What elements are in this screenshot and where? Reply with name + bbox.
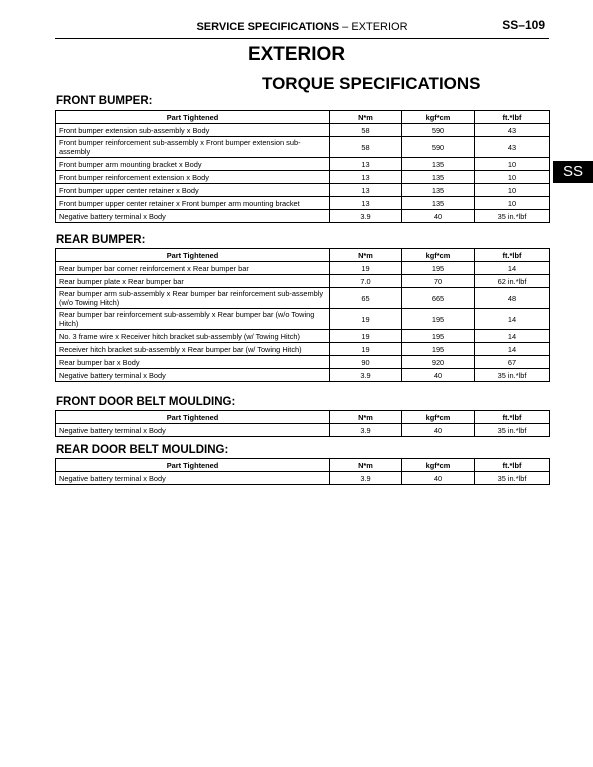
column-header: kgf*cm — [402, 459, 475, 472]
column-header: kgf*cm — [402, 249, 475, 262]
part-cell: Front bumper reinforcement extension x Body — [56, 171, 330, 184]
front-door-belt-moulding-title: FRONT DOOR BELT MOULDING: — [56, 396, 236, 408]
ftlbf-cell: 35 in.*lbf — [475, 210, 550, 223]
header-title-sub: EXTERIOR — [351, 21, 408, 33]
column-header: Part Tightened — [56, 111, 330, 124]
kgfcm-cell: 135 — [402, 197, 475, 210]
part-cell: Front bumper reinforcement sub-assembly x Front bumper extension sub-assembly — [56, 137, 330, 158]
ftlbf-cell: 14 — [475, 330, 550, 343]
column-header: N*m — [330, 249, 402, 262]
table-row — [56, 356, 550, 369]
nm-cell: 19 — [330, 309, 402, 330]
kgfcm-cell: 195 — [402, 262, 475, 275]
kgfcm-cell: 40 — [402, 369, 475, 382]
ftlbf-cell: 67 — [475, 356, 550, 369]
table-row — [56, 137, 550, 158]
table-header-row — [56, 249, 550, 262]
table-row — [56, 210, 550, 223]
kgfcm-cell: 920 — [402, 356, 475, 369]
table-row — [56, 330, 550, 343]
part-cell: Front bumper upper center retainer x Body — [56, 184, 330, 197]
table-row — [56, 171, 550, 184]
header-title-dash: – — [342, 21, 349, 33]
part-cell: Front bumper arm mounting bracket x Body — [56, 158, 330, 171]
table-header-row — [56, 411, 550, 424]
ftlbf-cell: 10 — [475, 158, 550, 171]
part-cell: Receiver hitch bracket sub-assembly x Rear bumper bar (w/ Towing Hitch) — [56, 343, 330, 356]
rear-door-belt-moulding-table — [55, 458, 550, 485]
column-header: kgf*cm — [402, 411, 475, 424]
ftlbf-cell: 35 in.*lbf — [475, 369, 550, 382]
nm-cell: 3.9 — [330, 210, 402, 223]
column-header: N*m — [330, 111, 402, 124]
ftlbf-cell: 48 — [475, 288, 550, 309]
table-row — [56, 472, 550, 485]
nm-cell: 3.9 — [330, 472, 402, 485]
sub-title: TORQUE SPECIFICATIONS — [262, 74, 481, 93]
column-header: ft.*lbf — [475, 249, 550, 262]
column-header: ft.*lbf — [475, 459, 550, 472]
front-door-belt-moulding-table — [55, 410, 550, 437]
column-header: ft.*lbf — [475, 111, 550, 124]
table-header-row — [56, 111, 550, 124]
part-cell: Rear bumper arm sub-assembly x Rear bumper bar reinforcement sub-assembly (w/o Towing Hitch) — [56, 288, 330, 309]
ftlbf-cell: 35 in.*lbf — [475, 472, 550, 485]
table-row — [56, 197, 550, 210]
nm-cell: 65 — [330, 288, 402, 309]
ftlbf-cell: 43 — [475, 137, 550, 158]
part-cell: Rear bumper bar reinforcement sub-assembly x Rear bumper bar (w/o Towing Hitch) — [56, 309, 330, 330]
table-row — [56, 262, 550, 275]
kgfcm-cell: 590 — [402, 137, 475, 158]
ftlbf-cell: 43 — [475, 124, 550, 137]
column-header: N*m — [330, 459, 402, 472]
kgfcm-cell: 40 — [402, 472, 475, 485]
nm-cell: 3.9 — [330, 424, 402, 437]
nm-cell: 58 — [330, 137, 402, 158]
section-tab: SS — [553, 161, 593, 183]
nm-cell: 58 — [330, 124, 402, 137]
page-number: SS–109 — [502, 18, 545, 32]
page-header — [55, 18, 549, 39]
part-cell: Rear bumper bar corner reinforcement x Rear bumper bar — [56, 262, 330, 275]
nm-cell: 19 — [330, 343, 402, 356]
nm-cell: 19 — [330, 262, 402, 275]
table-row — [56, 124, 550, 137]
front-bumper-title: FRONT BUMPER: — [56, 95, 153, 107]
table-header-row — [56, 459, 550, 472]
part-cell: Negative battery terminal x Body — [56, 369, 330, 382]
kgfcm-cell: 195 — [402, 309, 475, 330]
ftlbf-cell: 10 — [475, 197, 550, 210]
part-cell: Rear bumper bar x Body — [56, 356, 330, 369]
kgfcm-cell: 665 — [402, 288, 475, 309]
nm-cell: 7.0 — [330, 275, 402, 288]
ftlbf-cell: 14 — [475, 309, 550, 330]
kgfcm-cell: 135 — [402, 184, 475, 197]
header-title-main: SERVICE SPECIFICATIONS — [196, 21, 340, 33]
kgfcm-cell: 590 — [402, 124, 475, 137]
kgfcm-cell: 195 — [402, 330, 475, 343]
nm-cell: 19 — [330, 330, 402, 343]
rear-bumper-table — [55, 248, 550, 382]
column-header: kgf*cm — [402, 111, 475, 124]
part-cell: No. 3 frame wire x Receiver hitch bracket sub-assembly (w/ Towing Hitch) — [56, 330, 330, 343]
part-cell: Negative battery terminal x Body — [56, 210, 330, 223]
column-header: Part Tightened — [56, 411, 330, 424]
table-row — [56, 288, 550, 309]
column-header: ft.*lbf — [475, 411, 550, 424]
table-row — [56, 424, 550, 437]
table-row — [56, 343, 550, 356]
table-row — [56, 158, 550, 171]
kgfcm-cell: 40 — [402, 424, 475, 437]
kgfcm-cell: 195 — [402, 343, 475, 356]
part-cell: Negative battery terminal x Body — [56, 472, 330, 485]
ftlbf-cell: 14 — [475, 262, 550, 275]
nm-cell: 3.9 — [330, 369, 402, 382]
part-cell: Negative battery terminal x Body — [56, 424, 330, 437]
table-row — [56, 309, 550, 330]
kgfcm-cell: 135 — [402, 171, 475, 184]
nm-cell: 90 — [330, 356, 402, 369]
ftlbf-cell: 14 — [475, 343, 550, 356]
section-title: EXTERIOR — [247, 44, 346, 65]
table-row — [56, 275, 550, 288]
front-bumper-table — [55, 110, 550, 223]
part-cell: Front bumper upper center retainer x Front bumper arm mounting bracket — [56, 197, 330, 210]
nm-cell: 13 — [330, 171, 402, 184]
nm-cell: 13 — [330, 197, 402, 210]
ftlbf-cell: 35 in.*lbf — [475, 424, 550, 437]
ftlbf-cell: 62 in.*lbf — [475, 275, 550, 288]
header-title — [55, 21, 549, 33]
part-cell: Rear bumper plate x Rear bumper bar — [56, 275, 330, 288]
column-header: Part Tightened — [56, 459, 330, 472]
ftlbf-cell: 10 — [475, 171, 550, 184]
rear-door-belt-moulding-title: REAR DOOR BELT MOULDING: — [56, 444, 229, 456]
column-header: N*m — [330, 411, 402, 424]
ftlbf-cell: 10 — [475, 184, 550, 197]
table-row — [56, 184, 550, 197]
kgfcm-cell: 135 — [402, 158, 475, 171]
nm-cell: 13 — [330, 158, 402, 171]
nm-cell: 13 — [330, 184, 402, 197]
kgfcm-cell: 40 — [402, 210, 475, 223]
kgfcm-cell: 70 — [402, 275, 475, 288]
column-header: Part Tightened — [56, 249, 330, 262]
rear-bumper-title: REAR BUMPER: — [56, 234, 146, 246]
part-cell: Front bumper extension sub-assembly x Body — [56, 124, 330, 137]
table-row — [56, 369, 550, 382]
